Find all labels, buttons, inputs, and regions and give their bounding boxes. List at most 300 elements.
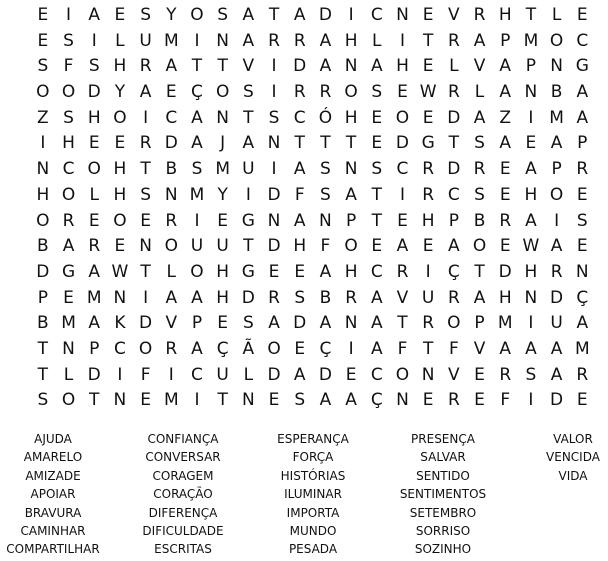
grid-cell[interactable]: H xyxy=(344,107,358,128)
grid-cell[interactable]: A xyxy=(319,261,332,282)
grid-cell[interactable]: S xyxy=(140,5,151,25)
grid-cell[interactable]: Ç xyxy=(447,261,460,282)
grid-cell[interactable]: G xyxy=(241,261,255,282)
grid-cell[interactable]: R xyxy=(268,287,280,308)
grid-cell[interactable]: I xyxy=(143,107,149,128)
grid-cell[interactable]: F xyxy=(294,184,305,205)
grid-cell[interactable]: O xyxy=(549,30,564,51)
grid-cell[interactable]: A xyxy=(370,56,383,77)
grid-cell[interactable]: P xyxy=(474,313,485,334)
grid-cell[interactable]: H xyxy=(216,287,230,308)
grid-cell[interactable]: O xyxy=(113,210,127,231)
grid-cell[interactable]: I xyxy=(399,184,405,205)
grid-cell[interactable]: A xyxy=(319,56,332,77)
grid-cell[interactable]: I xyxy=(528,107,534,128)
grid-cell[interactable]: O xyxy=(164,236,178,257)
grid-cell[interactable]: A xyxy=(550,133,563,154)
grid-cell[interactable]: A xyxy=(165,56,178,77)
grid-cell[interactable]: M xyxy=(549,107,564,128)
grid-cell[interactable]: I xyxy=(399,30,405,51)
grid-cell[interactable]: D xyxy=(318,364,332,385)
grid-cell[interactable]: O xyxy=(36,82,50,103)
grid-cell[interactable]: A xyxy=(293,364,306,385)
grid-cell[interactable]: C xyxy=(165,107,178,128)
grid-cell[interactable]: D xyxy=(267,364,281,385)
grid-cell[interactable]: N xyxy=(524,287,538,308)
grid-cell[interactable]: E xyxy=(88,133,100,154)
grid-cell[interactable]: H xyxy=(36,184,50,205)
grid-cell[interactable]: O xyxy=(267,338,281,359)
grid-cell[interactable]: E xyxy=(140,390,151,411)
grid-cell[interactable]: F xyxy=(448,338,459,359)
grid-cell[interactable]: T xyxy=(397,313,408,334)
grid-cell[interactable]: E xyxy=(294,261,306,282)
grid-cell[interactable]: T xyxy=(243,107,254,128)
grid-cell[interactable]: T xyxy=(191,56,203,77)
grid-cell[interactable]: E xyxy=(499,184,511,205)
grid-cell[interactable]: R xyxy=(576,364,589,385)
grid-cell[interactable]: O xyxy=(395,364,410,385)
grid-cell[interactable]: N xyxy=(575,261,589,282)
grid-cell[interactable]: R xyxy=(345,287,357,308)
grid-cell[interactable]: R xyxy=(319,82,332,103)
grid-cell[interactable]: E xyxy=(114,133,126,154)
grid-cell[interactable]: F xyxy=(320,236,331,257)
grid-cell[interactable]: T xyxy=(474,261,485,282)
grid-cell[interactable]: A xyxy=(550,338,563,359)
grid-cell[interactable]: V xyxy=(448,364,460,385)
grid-cell[interactable]: N xyxy=(396,5,409,25)
grid-cell[interactable]: I xyxy=(117,364,123,385)
grid-cell[interactable]: O xyxy=(113,107,127,128)
grid-cell[interactable]: C xyxy=(113,338,126,359)
grid-cell[interactable]: T xyxy=(89,390,100,411)
grid-cell[interactable]: N xyxy=(524,82,538,103)
grid-cell[interactable]: I xyxy=(40,133,46,154)
grid-cell[interactable]: A xyxy=(242,133,255,154)
grid-cell[interactable]: U xyxy=(421,287,435,308)
grid-cell[interactable]: F xyxy=(397,338,408,359)
grid-cell[interactable]: A xyxy=(191,107,203,128)
grid-cell[interactable]: M xyxy=(163,30,179,51)
grid-cell[interactable]: A xyxy=(525,338,537,359)
grid-cell[interactable]: A xyxy=(62,236,75,257)
grid-cell[interactable]: W xyxy=(111,261,129,282)
grid-cell[interactable]: Y xyxy=(166,5,177,25)
grid-cell[interactable]: S xyxy=(474,133,485,154)
grid-cell[interactable]: N xyxy=(344,56,358,77)
grid-cell[interactable]: P xyxy=(551,159,562,180)
grid-cell[interactable]: L xyxy=(63,364,74,385)
grid-cell[interactable]: E xyxy=(397,82,408,103)
grid-cell[interactable]: A xyxy=(550,364,563,385)
grid-cell[interactable]: E xyxy=(397,210,408,231)
grid-cell[interactable]: R xyxy=(139,56,152,77)
grid-cell[interactable]: L xyxy=(243,364,254,385)
grid-cell[interactable]: I xyxy=(528,313,534,334)
grid-cell[interactable]: A xyxy=(499,56,512,77)
grid-cell[interactable]: D xyxy=(293,56,307,77)
grid-cell[interactable]: A xyxy=(576,107,589,128)
grid-cell[interactable]: L xyxy=(551,5,562,25)
grid-cell[interactable]: D xyxy=(447,159,461,180)
grid-cell[interactable]: I xyxy=(271,82,277,103)
grid-cell[interactable]: E xyxy=(474,390,485,411)
grid-cell[interactable]: O xyxy=(447,313,461,334)
grid-cell[interactable]: R xyxy=(447,82,460,103)
grid-cell[interactable]: A xyxy=(242,5,255,25)
grid-cell[interactable]: D xyxy=(498,261,512,282)
grid-cell[interactable]: M xyxy=(574,338,590,359)
grid-cell[interactable]: I xyxy=(143,287,149,308)
grid-cell[interactable]: A xyxy=(499,82,512,103)
grid-cell[interactable]: Ç xyxy=(216,338,229,359)
grid-cell[interactable]: C xyxy=(576,30,589,51)
grid-cell[interactable]: E xyxy=(268,261,280,282)
grid-cell[interactable]: E xyxy=(88,210,100,231)
grid-cell[interactable]: A xyxy=(319,390,332,411)
grid-cell[interactable]: A xyxy=(448,236,460,257)
grid-cell[interactable]: A xyxy=(550,236,563,257)
grid-cell[interactable]: A xyxy=(499,133,512,154)
grid-cell[interactable]: P xyxy=(89,338,100,359)
grid-cell[interactable]: D xyxy=(550,287,564,308)
grid-cell[interactable]: W xyxy=(419,82,437,103)
grid-cell[interactable]: H xyxy=(62,133,75,154)
grid-cell[interactable]: M xyxy=(163,390,179,411)
grid-cell[interactable]: S xyxy=(576,210,588,231)
grid-cell[interactable]: P xyxy=(191,313,203,334)
grid-cell[interactable]: I xyxy=(348,5,354,25)
grid-cell[interactable]: D xyxy=(447,107,461,128)
grid-cell[interactable]: C xyxy=(447,184,460,205)
grid-cell[interactable]: B xyxy=(165,159,178,180)
grid-cell[interactable]: N xyxy=(319,210,332,231)
grid-cell[interactable]: R xyxy=(293,30,306,51)
grid-cell[interactable]: R xyxy=(139,133,152,154)
grid-cell[interactable]: U xyxy=(216,236,229,257)
grid-cell[interactable]: T xyxy=(217,390,228,411)
grid-cell[interactable]: R xyxy=(268,30,280,51)
grid-cell[interactable]: H xyxy=(344,261,358,282)
grid-cell[interactable]: O xyxy=(61,390,76,411)
grid-cell[interactable]: H xyxy=(498,5,512,25)
grid-cell[interactable]: M xyxy=(86,287,102,308)
grid-cell[interactable]: S xyxy=(242,313,254,334)
grid-cell[interactable]: S xyxy=(191,159,203,180)
grid-cell[interactable]: I xyxy=(91,30,97,51)
grid-cell[interactable]: S xyxy=(525,364,537,385)
grid-cell[interactable]: D xyxy=(87,82,101,103)
grid-cell[interactable]: T xyxy=(422,30,434,51)
grid-cell[interactable]: P xyxy=(577,133,588,154)
grid-cell[interactable]: A xyxy=(293,5,306,25)
grid-cell[interactable]: A xyxy=(345,184,357,205)
grid-cell[interactable]: F xyxy=(63,56,74,77)
grid-cell[interactable]: D xyxy=(293,313,307,334)
grid-cell[interactable]: A xyxy=(396,236,409,257)
grid-cell[interactable]: Ç xyxy=(576,287,589,308)
grid-cell[interactable]: A xyxy=(242,30,255,51)
grid-cell[interactable]: C xyxy=(62,159,75,180)
grid-cell[interactable]: R xyxy=(447,30,460,51)
grid-cell[interactable]: S xyxy=(140,184,151,205)
grid-cell[interactable]: P xyxy=(37,287,48,308)
grid-cell[interactable]: R xyxy=(422,313,435,334)
grid-cell[interactable]: A xyxy=(319,313,332,334)
grid-cell[interactable]: H xyxy=(113,184,127,205)
grid-cell[interactable]: H xyxy=(396,56,409,77)
grid-cell[interactable]: P xyxy=(525,56,537,77)
grid-cell[interactable]: A xyxy=(293,210,306,231)
grid-cell[interactable]: C xyxy=(191,364,203,385)
grid-cell[interactable]: T xyxy=(422,338,434,359)
grid-cell[interactable]: Ç xyxy=(370,390,383,411)
grid-cell[interactable]: D xyxy=(318,5,332,25)
grid-cell[interactable]: N xyxy=(62,338,75,359)
grid-cell[interactable]: I xyxy=(271,56,277,77)
grid-cell[interactable]: E xyxy=(576,236,588,257)
grid-cell[interactable]: S xyxy=(371,82,383,103)
grid-cell[interactable]: V xyxy=(242,56,255,77)
grid-cell[interactable]: E xyxy=(422,56,434,77)
grid-cell[interactable]: A xyxy=(576,313,589,334)
grid-cell[interactable]: E xyxy=(371,236,383,257)
grid-cell[interactable]: E xyxy=(217,313,229,334)
grid-cell[interactable]: H xyxy=(524,184,538,205)
grid-cell[interactable]: T xyxy=(525,5,537,25)
grid-cell[interactable]: D xyxy=(550,390,564,411)
grid-cell[interactable]: L xyxy=(115,30,125,51)
grid-cell[interactable]: H xyxy=(293,236,307,257)
grid-cell[interactable]: B xyxy=(473,210,486,231)
grid-cell[interactable]: O xyxy=(61,82,76,103)
grid-cell[interactable]: G xyxy=(421,133,435,154)
grid-cell[interactable]: R xyxy=(422,184,435,205)
grid-cell[interactable]: E xyxy=(499,236,511,257)
grid-cell[interactable]: I xyxy=(194,210,200,231)
grid-cell[interactable]: U xyxy=(139,30,152,51)
grid-cell[interactable]: I xyxy=(528,390,534,411)
grid-cell[interactable]: S xyxy=(63,107,74,128)
grid-cell[interactable]: E xyxy=(345,364,357,385)
grid-cell[interactable]: V xyxy=(473,56,486,77)
grid-cell[interactable]: E xyxy=(422,390,434,411)
grid-cell[interactable]: R xyxy=(165,210,178,231)
grid-cell[interactable]: S xyxy=(371,159,383,180)
grid-cell[interactable]: H xyxy=(113,159,127,180)
grid-cell[interactable]: F xyxy=(500,390,511,411)
grid-cell[interactable]: G xyxy=(241,210,255,231)
grid-cell[interactable]: C xyxy=(370,364,383,385)
grid-cell[interactable]: H xyxy=(113,56,127,77)
grid-cell[interactable]: R xyxy=(499,210,512,231)
grid-cell[interactable]: R xyxy=(165,338,178,359)
grid-cell[interactable]: A xyxy=(139,82,152,103)
grid-cell[interactable]: B xyxy=(319,287,332,308)
grid-cell[interactable]: O xyxy=(138,338,153,359)
grid-cell[interactable]: D xyxy=(139,313,153,334)
grid-cell[interactable]: S xyxy=(37,390,49,411)
grid-cell[interactable]: N xyxy=(267,210,281,231)
grid-cell[interactable]: V xyxy=(165,313,178,334)
grid-cell[interactable]: N xyxy=(164,184,178,205)
grid-cell[interactable]: I xyxy=(168,364,174,385)
grid-cell[interactable]: O xyxy=(344,236,358,257)
grid-cell[interactable]: H xyxy=(498,287,512,308)
grid-cell[interactable]: E xyxy=(37,5,49,25)
grid-cell[interactable]: A xyxy=(88,5,101,25)
grid-cell[interactable]: D xyxy=(395,133,410,154)
grid-cell[interactable]: R xyxy=(447,390,460,411)
grid-cell[interactable]: D xyxy=(87,364,101,385)
grid-cell[interactable]: A xyxy=(165,287,178,308)
grid-cell[interactable]: T xyxy=(294,133,305,154)
grid-cell[interactable]: I xyxy=(271,159,277,180)
grid-cell[interactable]: R xyxy=(422,159,435,180)
grid-cell[interactable]: H xyxy=(87,107,101,128)
grid-cell[interactable]: S xyxy=(242,82,254,103)
grid-cell[interactable]: A xyxy=(191,133,203,154)
grid-cell[interactable]: J xyxy=(220,133,226,154)
grid-cell[interactable]: O xyxy=(215,82,230,103)
grid-cell[interactable]: L xyxy=(474,82,485,103)
grid-cell[interactable]: A xyxy=(370,313,383,334)
grid-cell[interactable]: B xyxy=(37,236,49,257)
grid-cell[interactable]: B xyxy=(550,82,563,103)
grid-cell[interactable]: Y xyxy=(217,184,228,205)
grid-cell[interactable]: T xyxy=(320,133,331,154)
grid-cell[interactable]: M xyxy=(189,184,205,205)
grid-cell[interactable]: A xyxy=(345,390,357,411)
grid-cell[interactable]: E xyxy=(499,159,511,180)
grid-cell[interactable]: N xyxy=(113,390,127,411)
grid-cell[interactable]: S xyxy=(88,56,100,77)
grid-cell[interactable]: I xyxy=(194,390,200,411)
grid-cell[interactable]: E xyxy=(474,364,485,385)
grid-cell[interactable]: G xyxy=(61,261,76,282)
grid-cell[interactable]: E xyxy=(422,236,434,257)
grid-cell[interactable]: S xyxy=(217,5,229,25)
grid-cell[interactable]: I xyxy=(66,5,72,25)
grid-cell[interactable]: P xyxy=(500,30,511,51)
grid-cell[interactable]: P xyxy=(345,210,357,231)
grid-cell[interactable]: A xyxy=(525,210,537,231)
grid-cell[interactable]: D xyxy=(164,133,178,154)
grid-cell[interactable]: R xyxy=(473,159,486,180)
grid-cell[interactable]: A xyxy=(473,287,486,308)
grid-cell[interactable]: R xyxy=(396,261,409,282)
grid-cell[interactable]: O xyxy=(395,107,410,128)
grid-cell[interactable]: B xyxy=(37,313,49,334)
grid-cell[interactable]: T xyxy=(371,210,382,231)
grid-cell[interactable]: A xyxy=(576,82,589,103)
grid-cell[interactable]: H xyxy=(421,210,435,231)
grid-cell[interactable]: I xyxy=(554,210,560,231)
grid-cell[interactable]: F xyxy=(140,364,151,385)
grid-cell[interactable]: O xyxy=(61,184,76,205)
grid-cell[interactable]: S xyxy=(474,184,485,205)
grid-cell[interactable]: S xyxy=(320,184,331,205)
grid-cell[interactable]: T xyxy=(243,236,254,257)
grid-cell[interactable]: R xyxy=(499,364,512,385)
grid-cell[interactable]: C xyxy=(396,159,409,180)
grid-cell[interactable]: O xyxy=(36,210,50,231)
grid-cell[interactable]: D xyxy=(267,184,281,205)
grid-cell[interactable]: C xyxy=(370,261,383,282)
grid-cell[interactable]: N xyxy=(36,159,50,180)
grid-cell[interactable]: R xyxy=(62,210,75,231)
grid-cell[interactable]: R xyxy=(293,82,306,103)
grid-cell[interactable]: R xyxy=(576,159,589,180)
grid-cell[interactable]: M xyxy=(215,159,230,180)
grid-cell[interactable]: Y xyxy=(114,82,126,103)
grid-cell[interactable]: E xyxy=(114,236,126,257)
grid-cell[interactable]: N xyxy=(421,364,435,385)
grid-cell[interactable]: E xyxy=(422,5,434,25)
grid-cell[interactable]: A xyxy=(499,338,512,359)
grid-cell[interactable]: A xyxy=(370,287,383,308)
grid-cell[interactable]: N xyxy=(396,390,409,411)
grid-cell[interactable]: C xyxy=(293,107,306,128)
grid-cell[interactable]: V xyxy=(396,287,409,308)
grid-cell[interactable]: Ç xyxy=(319,338,332,359)
grid-cell[interactable]: A xyxy=(473,30,486,51)
grid-cell[interactable]: T xyxy=(37,364,49,385)
grid-cell[interactable]: E xyxy=(525,133,537,154)
grid-cell[interactable]: V xyxy=(448,5,460,25)
grid-cell[interactable]: S xyxy=(37,56,49,77)
grid-cell[interactable]: A xyxy=(293,159,306,180)
grid-cell[interactable]: U xyxy=(190,236,204,257)
grid-cell[interactable]: A xyxy=(191,287,203,308)
grid-cell[interactable]: D xyxy=(241,287,255,308)
grid-cell[interactable]: T xyxy=(140,159,151,180)
grid-cell[interactable]: K xyxy=(114,313,126,334)
grid-cell[interactable]: A xyxy=(191,338,203,359)
grid-cell[interactable]: Ó xyxy=(318,107,333,128)
grid-cell[interactable]: A xyxy=(370,338,383,359)
grid-cell[interactable]: T xyxy=(268,5,280,25)
grid-cell[interactable]: R xyxy=(88,236,101,257)
grid-cell[interactable]: S xyxy=(294,287,306,308)
grid-cell[interactable]: U xyxy=(242,159,255,180)
grid-cell[interactable]: W xyxy=(522,236,540,257)
grid-cell[interactable]: O xyxy=(344,82,358,103)
grid-cell[interactable]: M xyxy=(497,313,513,334)
grid-cell[interactable]: Z xyxy=(499,107,512,128)
grid-cell[interactable]: S xyxy=(268,107,280,128)
grid-cell[interactable]: O xyxy=(190,5,204,25)
grid-cell[interactable]: L xyxy=(89,184,99,205)
grid-cell[interactable]: M xyxy=(61,313,76,334)
grid-cell[interactable]: U xyxy=(550,313,563,334)
grid-cell[interactable]: T xyxy=(371,184,382,205)
grid-cell[interactable]: Ã xyxy=(242,338,255,359)
grid-cell[interactable]: A xyxy=(473,107,486,128)
grid-cell[interactable]: V xyxy=(473,338,486,359)
grid-cell[interactable]: P xyxy=(448,210,459,231)
grid-cell[interactable]: T xyxy=(140,261,151,282)
grid-cell[interactable]: R xyxy=(447,287,460,308)
grid-cell[interactable]: N xyxy=(216,30,230,51)
grid-cell[interactable]: S xyxy=(320,159,331,180)
grid-cell[interactable]: R xyxy=(473,5,486,25)
grid-cell[interactable]: I xyxy=(194,30,200,51)
grid-cell[interactable]: R xyxy=(550,261,563,282)
grid-cell[interactable]: I xyxy=(425,261,431,282)
grid-cell[interactable]: G xyxy=(575,56,589,77)
